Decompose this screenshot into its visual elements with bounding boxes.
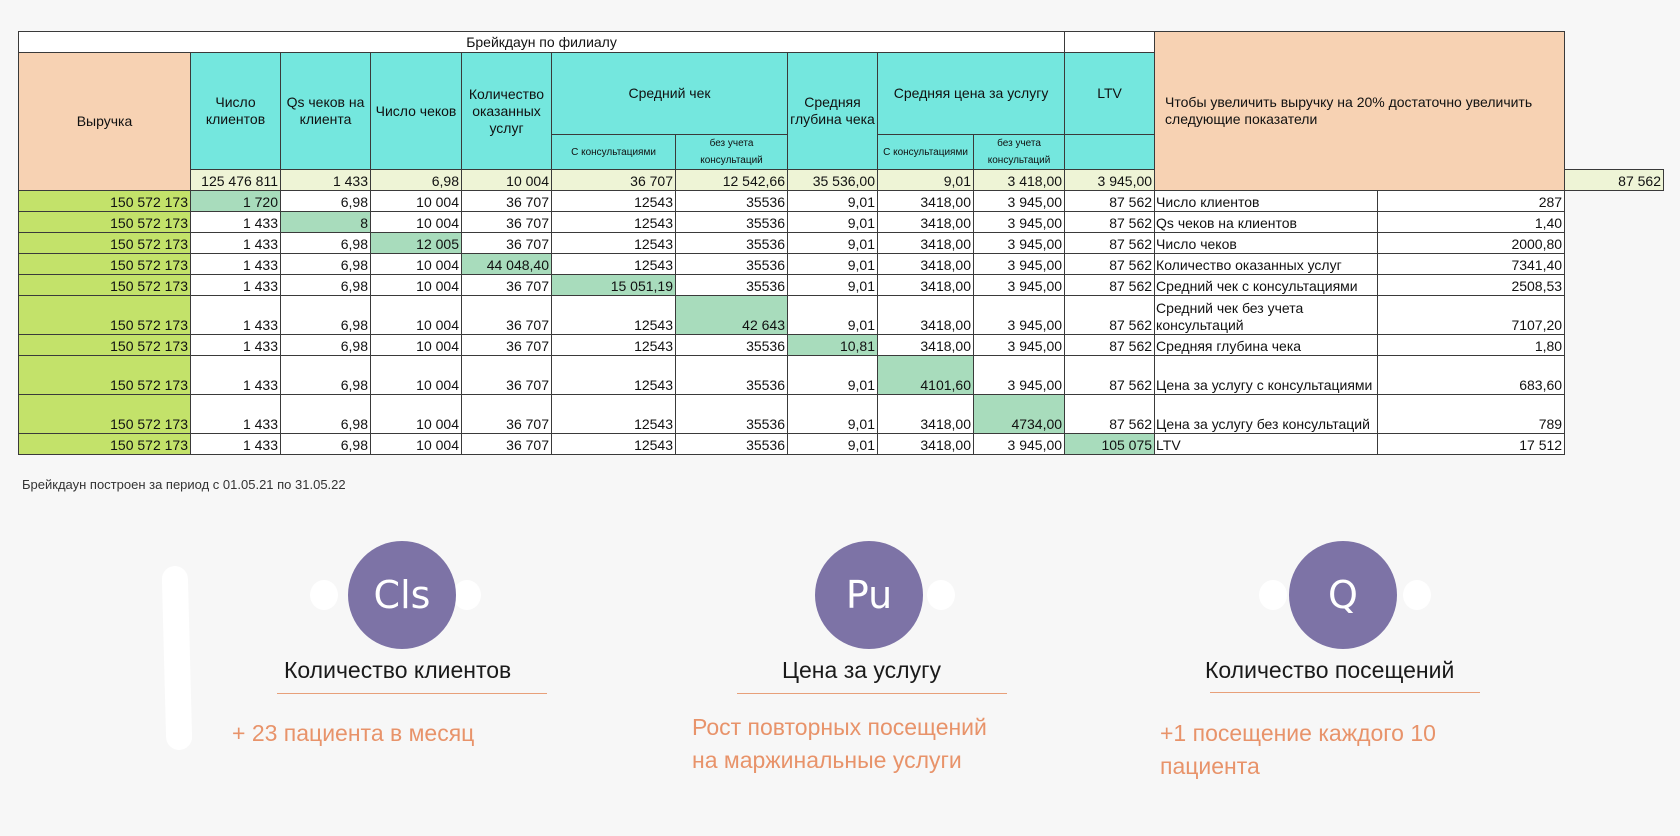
value-cell: 9,01 — [788, 191, 878, 212]
metric-delta: 1,40 — [1378, 212, 1565, 233]
breakdown-table — [18, 31, 1664, 455]
metric-label: Средняя глубина чека — [1155, 335, 1378, 356]
revenue-cell: 150 572 173 — [19, 212, 191, 233]
value-cell: 9,01 — [788, 434, 878, 455]
value-cell: 3 945,00 — [974, 296, 1065, 335]
value-cell: 6,98 — [281, 275, 371, 296]
highlighted-cell: 10,81 — [788, 335, 878, 356]
divider — [737, 693, 1007, 694]
value-cell: 36 707 — [462, 296, 552, 335]
value-cell: 87 562 — [1065, 335, 1155, 356]
connector-dot — [310, 580, 338, 610]
value-cell: 36 707 — [462, 212, 552, 233]
value-cell: 6,98 — [281, 434, 371, 455]
value-cell: 3 945,00 — [974, 254, 1065, 275]
value-cell: 3418,00 — [878, 191, 974, 212]
value-cell: 87 562 — [1065, 296, 1155, 335]
value-cell: 9,01 — [788, 275, 878, 296]
header-checks-per-client: Qs чеков на клиента — [281, 53, 371, 170]
value-cell: 87 562 — [1065, 212, 1155, 233]
card-title: Количество посещений — [1205, 657, 1455, 683]
highlighted-cell: 44 048,40 — [462, 254, 552, 275]
value-cell: 1 433 — [191, 233, 281, 254]
value-cell: 3 945,00 — [974, 191, 1065, 212]
value-cell: 6,98 — [281, 356, 371, 395]
value-cell: 35536 — [676, 395, 788, 434]
value-cell: 12543 — [552, 191, 676, 212]
header-depth: Средняя глубина чека — [788, 53, 878, 170]
divider — [277, 693, 547, 694]
header-avg-check-without: без учета консультаций — [676, 135, 788, 170]
base-cell: 12 542,66 — [676, 170, 788, 191]
card-desc-line: + 23 пациента в месяц — [232, 720, 475, 746]
highlighted-cell: 42 643 — [676, 296, 788, 335]
value-cell: 6,98 — [281, 233, 371, 254]
base-cell: 36 707 — [552, 170, 676, 191]
value-cell: 36 707 — [462, 395, 552, 434]
value-cell: 1 433 — [191, 296, 281, 335]
card-desc — [232, 717, 474, 750]
connector-dot — [1259, 580, 1287, 610]
blank-cell — [1065, 32, 1155, 53]
connector-dot — [927, 580, 955, 610]
card-desc-line: Рост повторных посещений — [692, 714, 987, 740]
period-footnote: Брейкдаун построен за период с 01.05.21 по 31.05.22 — [22, 477, 346, 492]
revenue-cell: 150 572 173 — [19, 356, 191, 395]
revenue-cell: 150 572 173 — [19, 395, 191, 434]
card-desc-line: пациента — [1160, 753, 1260, 779]
revenue-cell: 150 572 173 — [19, 254, 191, 275]
value-cell: 3 945,00 — [974, 356, 1065, 395]
table-title: Брейкдаун по филиалу — [19, 32, 1065, 53]
value-cell: 36 707 — [462, 335, 552, 356]
value-cell: 35536 — [676, 212, 788, 233]
value-cell: 9,01 — [788, 233, 878, 254]
header-avg-check: Средний чек — [552, 53, 788, 135]
metric-label: LTV — [1155, 434, 1378, 455]
value-cell: 3418,00 — [878, 296, 974, 335]
highlighted-cell: 105 075 — [1065, 434, 1155, 455]
highlighted-cell: 4101,60 — [878, 356, 974, 395]
table-row — [19, 296, 1664, 335]
value-cell: 36 707 — [462, 233, 552, 254]
card-desc-line: на маржинальные услуги — [692, 747, 962, 773]
value-cell: 3 945,00 — [974, 434, 1065, 455]
value-cell: 87 562 — [1065, 254, 1155, 275]
revenue-cell: 150 572 173 — [19, 275, 191, 296]
table-row — [19, 434, 1664, 455]
metric-delta: 2000,80 — [1378, 233, 1565, 254]
value-cell: 3418,00 — [878, 254, 974, 275]
header-clients: Число клиентов — [191, 53, 281, 170]
value-cell: 9,01 — [788, 296, 878, 335]
value-cell: 87 562 — [1065, 395, 1155, 434]
value-cell: 35536 — [676, 275, 788, 296]
value-cell: 87 562 — [1065, 191, 1155, 212]
header-services: Количество оказанных услуг — [462, 53, 552, 170]
value-cell: 10 004 — [371, 335, 462, 356]
table-row — [19, 395, 1664, 434]
value-cell: 10 004 — [371, 254, 462, 275]
table-row — [19, 254, 1664, 275]
revenue-cell: 150 572 173 — [19, 335, 191, 356]
card-title: Количество клиентов — [284, 657, 512, 683]
metric-delta: 287 — [1378, 191, 1565, 212]
value-cell: 12543 — [552, 212, 676, 233]
base-cell: 6,98 — [371, 170, 462, 191]
value-cell: 9,01 — [788, 395, 878, 434]
table-row — [19, 233, 1664, 254]
value-cell: 10 004 — [371, 356, 462, 395]
metric-label: Количество оказанных услуг — [1155, 254, 1378, 275]
metric-delta: 7107,20 — [1378, 296, 1565, 335]
value-cell: 1 433 — [191, 395, 281, 434]
value-cell: 9,01 — [788, 212, 878, 233]
value-cell: 6,98 — [281, 296, 371, 335]
badge-pu-icon: Pu — [815, 541, 923, 649]
base-cell: 125 476 811 — [191, 170, 281, 191]
value-cell: 35536 — [676, 356, 788, 395]
metric-label: Число клиентов — [1155, 191, 1378, 212]
value-cell: 10 004 — [371, 434, 462, 455]
base-cell: 9,01 — [878, 170, 974, 191]
metric-label: Qs чеков на клиентов — [1155, 212, 1378, 233]
value-cell: 10 004 — [371, 395, 462, 434]
card-title: Цена за услугу — [782, 657, 941, 683]
metric-delta: 683,60 — [1378, 356, 1565, 395]
header-ltv-sub — [1065, 135, 1155, 170]
highlighted-cell: 8 — [281, 212, 371, 233]
revenue-cell: 150 572 173 — [19, 296, 191, 335]
header-avg-price-with: С консультациями — [878, 135, 974, 170]
value-cell: 1 433 — [191, 434, 281, 455]
base-cell: 10 004 — [462, 170, 552, 191]
value-cell: 36 707 — [462, 434, 552, 455]
value-cell: 10 004 — [371, 296, 462, 335]
value-cell: 3 945,00 — [974, 275, 1065, 296]
value-cell: 3 945,00 — [974, 335, 1065, 356]
value-cell: 10 004 — [371, 212, 462, 233]
table-row — [19, 356, 1664, 395]
value-cell: 3418,00 — [878, 434, 974, 455]
value-cell: 12543 — [552, 356, 676, 395]
value-cell: 35536 — [676, 191, 788, 212]
table-row — [19, 212, 1664, 233]
value-cell: 36 707 — [462, 275, 552, 296]
value-cell: 6,98 — [281, 395, 371, 434]
value-cell: 12543 — [552, 254, 676, 275]
highlighted-cell: 1 720 — [191, 191, 281, 212]
base-cell: 35 536,00 — [788, 170, 878, 191]
value-cell: 6,98 — [281, 191, 371, 212]
metric-label: Средний чек без учета консультаций — [1155, 296, 1378, 335]
value-cell: 1 433 — [191, 335, 281, 356]
value-cell: 87 562 — [1065, 233, 1155, 254]
value-cell: 6,98 — [281, 335, 371, 356]
value-cell: 35536 — [676, 254, 788, 275]
connector-dot — [1403, 580, 1431, 610]
metric-label: Средний чек с консультациями — [1155, 275, 1378, 296]
revenue-cell: 150 572 173 — [19, 233, 191, 254]
metric-delta: 1,80 — [1378, 335, 1565, 356]
value-cell: 35536 — [676, 335, 788, 356]
header-checks: Число чеков — [371, 53, 462, 170]
value-cell: 3418,00 — [878, 212, 974, 233]
header-revenue: Выручка — [19, 53, 191, 191]
metric-delta: 7341,40 — [1378, 254, 1565, 275]
badge-cls-icon: Cls — [348, 541, 456, 649]
value-cell: 12543 — [552, 335, 676, 356]
header-avg-price: Средняя цена за услугу — [878, 53, 1065, 135]
value-cell: 87 562 — [1065, 275, 1155, 296]
header-avg-check-with: С консультациями — [552, 135, 676, 170]
value-cell: 6,98 — [281, 254, 371, 275]
metric-delta: 17 512 — [1378, 434, 1565, 455]
value-cell: 9,01 — [788, 356, 878, 395]
base-cell: 1 433 — [281, 170, 371, 191]
value-cell: 3418,00 — [878, 275, 974, 296]
highlighted-cell: 15 051,19 — [552, 275, 676, 296]
table-row — [19, 275, 1664, 296]
value-cell: 10 004 — [371, 191, 462, 212]
value-cell: 1 433 — [191, 356, 281, 395]
value-cell: 3 945,00 — [974, 233, 1065, 254]
value-cell: 3418,00 — [878, 335, 974, 356]
value-cell: 9,01 — [788, 254, 878, 275]
highlighted-cell: 12 005 — [371, 233, 462, 254]
metric-label: Цена за услугу с консультациями — [1155, 356, 1378, 395]
value-cell: 1 433 — [191, 212, 281, 233]
revenue-cell: 150 572 173 — [19, 191, 191, 212]
metric-label: Цена за услугу без консультаций — [1155, 395, 1378, 434]
badge-q-icon: Q — [1289, 541, 1397, 649]
value-cell: 36 707 — [462, 191, 552, 212]
value-cell: 12543 — [552, 434, 676, 455]
card-desc — [692, 711, 987, 777]
header-ltv: LTV — [1065, 53, 1155, 135]
value-cell: 3418,00 — [878, 395, 974, 434]
metric-label: Число чеков — [1155, 233, 1378, 254]
table-row — [19, 191, 1664, 212]
value-cell: 87 562 — [1065, 356, 1155, 395]
metric-delta: 789 — [1378, 395, 1565, 434]
value-cell: 35536 — [676, 233, 788, 254]
note-header: Чтобы увеличить выручку на 20% достаточно увеличить следующие показатели — [1155, 32, 1565, 191]
value-cell: 36 707 — [462, 356, 552, 395]
metric-delta: 2508,53 — [1378, 275, 1565, 296]
value-cell: 12543 — [552, 233, 676, 254]
value-cell: 10 004 — [371, 275, 462, 296]
decorative-bar — [162, 566, 193, 751]
revenue-cell: 150 572 173 — [19, 434, 191, 455]
divider — [1210, 692, 1480, 693]
value-cell: 3 945,00 — [974, 212, 1065, 233]
value-cell: 12543 — [552, 296, 676, 335]
value-cell: 1 433 — [191, 275, 281, 296]
base-cell: 3 418,00 — [974, 170, 1065, 191]
header-avg-price-without: без учета консультаций — [974, 135, 1065, 170]
value-cell: 35536 — [676, 434, 788, 455]
card-desc — [1160, 717, 1436, 783]
value-cell: 3418,00 — [878, 233, 974, 254]
table-row — [19, 335, 1664, 356]
value-cell: 12543 — [552, 395, 676, 434]
value-cell: 1 433 — [191, 254, 281, 275]
base-cell: 87 562 — [1565, 170, 1664, 191]
connector-dot — [453, 580, 481, 610]
base-cell: 3 945,00 — [1065, 170, 1155, 191]
highlighted-cell: 4734,00 — [974, 395, 1065, 434]
card-desc-line: +1 посещение каждого 10 — [1160, 720, 1436, 746]
